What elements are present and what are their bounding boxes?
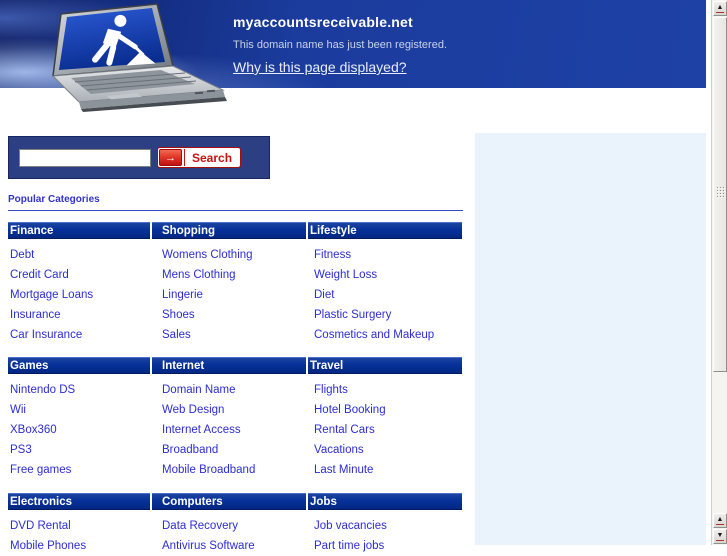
popular-categories-heading: Popular Categories (8, 194, 463, 211)
category-link[interactable]: Fitness (314, 249, 352, 261)
category-link[interactable]: Wii (10, 404, 26, 416)
search-arrow-icon: → (159, 149, 182, 166)
category-link[interactable]: Nintendo DS (10, 384, 76, 396)
scroll-button-accent (716, 540, 724, 541)
scroll-up-icon: ▲ (716, 516, 724, 523)
category-link[interactable]: Last Minute (314, 464, 374, 476)
scroll-button-accent (716, 524, 724, 525)
scrollbar-thumb[interactable] (713, 17, 727, 372)
category-link[interactable]: Mens Clothing (162, 269, 236, 281)
category-link[interactable]: Data Recovery (162, 520, 239, 532)
category-link[interactable]: Domain Name (162, 384, 236, 396)
registered-subtitle: This domain name has just been registered. (233, 39, 448, 51)
category-link[interactable]: Plastic Surgery (314, 309, 392, 321)
category-link[interactable]: PS3 (10, 444, 32, 456)
category-header-jobs: Jobs (308, 493, 462, 510)
why-page-displayed-link[interactable]: Why is this page displayed? (233, 59, 407, 75)
category-header-electronics: Electronics (8, 493, 150, 510)
category-link[interactable]: Flights (314, 384, 348, 396)
category-section-3 (8, 493, 462, 556)
scroll-up-button-bottom[interactable] (713, 513, 727, 528)
category-link[interactable]: Part time jobs (314, 540, 385, 552)
scroll-down-icon: ▼ (716, 532, 724, 539)
category-link[interactable]: Hotel Booking (314, 404, 386, 416)
category-link[interactable]: Mobile Broadband (162, 464, 256, 476)
category-link[interactable]: Job vacancies (314, 520, 387, 532)
category-section-1 (8, 222, 462, 345)
category-link[interactable]: Lingerie (162, 289, 203, 301)
category-header-games: Games (8, 357, 150, 374)
search-input[interactable] (19, 149, 151, 167)
header-banner (0, 0, 706, 88)
category-link[interactable]: Vacations (314, 444, 364, 456)
search-button[interactable] (157, 147, 241, 168)
category-header-internet: Internet (152, 357, 306, 374)
vertical-scrollbar[interactable] (711, 0, 727, 545)
domain-title: myaccountsreceivable.net (233, 14, 413, 30)
category-link[interactable]: DVD Rental (10, 520, 71, 532)
category-link[interactable]: Weight Loss (314, 269, 378, 281)
scrollbar-grip-icon (716, 186, 725, 199)
scroll-up-icon: ▲ (716, 4, 724, 11)
category-link[interactable]: Debt (10, 249, 35, 261)
category-link[interactable]: Rental Cars (314, 424, 375, 436)
scroll-up-button[interactable] (713, 1, 727, 16)
category-link[interactable]: Web Design (162, 404, 225, 416)
category-link[interactable]: Diet (314, 289, 335, 301)
scroll-button-accent (716, 12, 724, 13)
search-button-label: Search (184, 149, 239, 166)
category-header-computers: Computers (152, 493, 306, 510)
category-header-lifestyle: Lifestyle (308, 222, 462, 239)
category-link[interactable]: Credit Card (10, 269, 69, 281)
category-link[interactable]: Broadband (162, 444, 219, 456)
category-header-shopping: Shopping (152, 222, 306, 239)
search-box (8, 136, 270, 179)
category-link[interactable]: Car Insurance (10, 329, 83, 341)
laptop-image (45, 0, 240, 118)
category-link[interactable]: Shoes (162, 309, 195, 321)
category-header-travel: Travel (308, 357, 462, 374)
scroll-down-button[interactable] (713, 529, 727, 544)
category-link[interactable]: Sales (162, 329, 191, 341)
category-section-2 (8, 357, 462, 480)
category-header-finance: Finance (8, 222, 150, 239)
category-link[interactable]: Cosmetics and Makeup (314, 329, 435, 341)
category-link[interactable]: Mobile Phones (10, 540, 87, 552)
category-link[interactable]: XBox360 (10, 424, 57, 436)
category-link[interactable]: Antivirus Software (162, 540, 255, 552)
category-link[interactable]: Internet Access (162, 424, 241, 436)
category-link[interactable]: Insurance (10, 309, 61, 321)
category-link[interactable]: Free games (10, 464, 72, 476)
side-panel (475, 133, 706, 545)
category-link[interactable]: Womens Clothing (162, 249, 253, 261)
category-link[interactable]: Mortgage Loans (10, 289, 94, 301)
